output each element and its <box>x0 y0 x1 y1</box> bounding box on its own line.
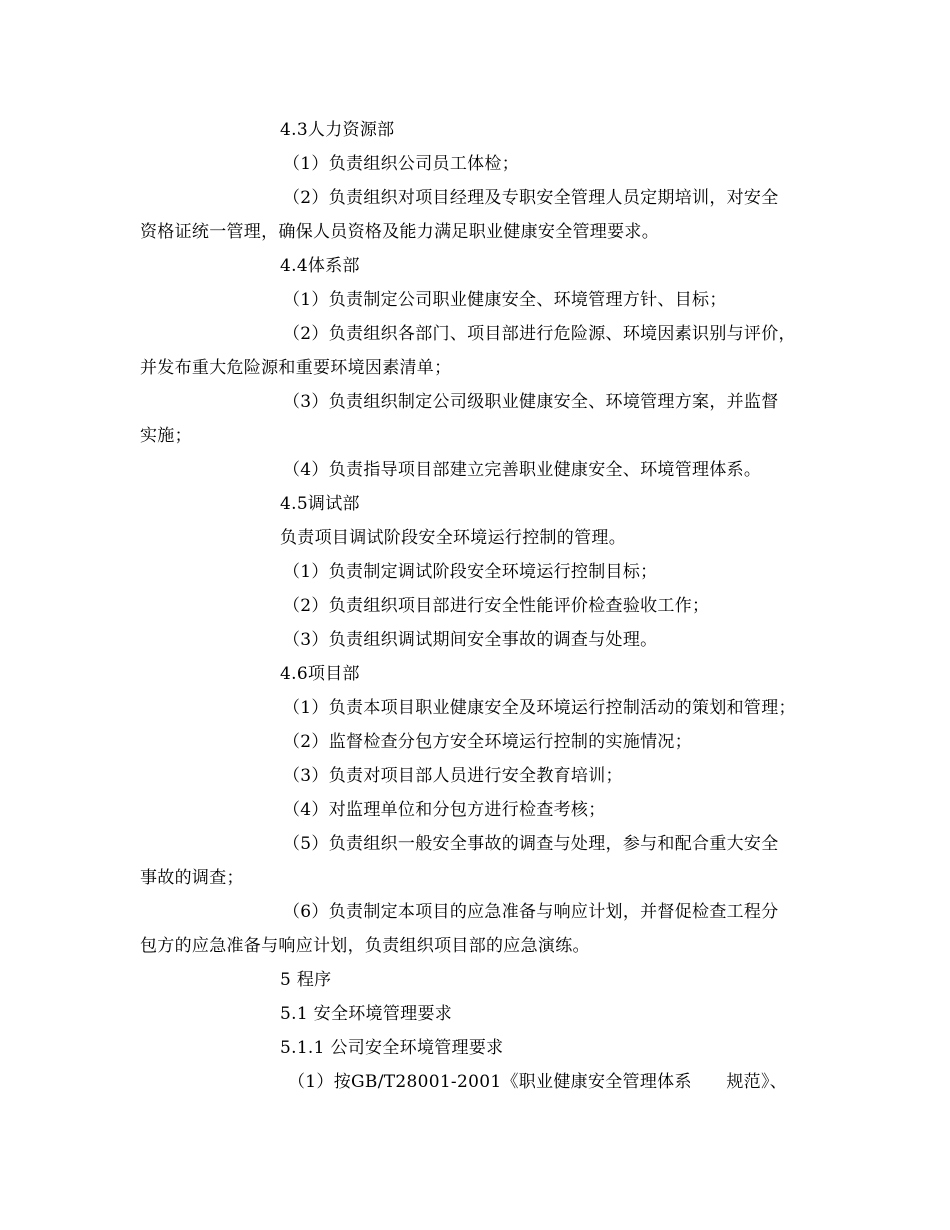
paragraph-line: 包方的应急准备与响应计划，负责组织项目部的应急演练。 <box>140 936 590 956</box>
paragraph-line: （4）负责指导项目部建立完善职业健康安全、环境管理体系。 <box>283 460 762 480</box>
paragraph-line: （5）负责组织一般安全事故的调查与处理，参与和配合重大安全 <box>283 834 779 854</box>
section-heading-5-1-1: 5.1.1 公司安全环境管理要求 <box>280 1038 504 1058</box>
paragraph-line: 实施； <box>140 426 192 446</box>
paragraph-line: （1）负责本项目职业健康安全及环境运行控制活动的策划和管理； <box>283 698 796 718</box>
paragraph-line: （1）负责制定调试阶段安全环境运行控制目标； <box>283 562 658 582</box>
section-heading-4-5: 4.5调试部 <box>280 494 360 514</box>
paragraph-line: 资格证统一管理，确保人员资格及能力满足职业健康安全管理要求。 <box>140 222 659 242</box>
paragraph-line: 并发布重大危险源和重要环境因素清单； <box>140 358 452 378</box>
paragraph-line: （2）监督检查分包方安全环境运行控制的实施情况； <box>283 732 693 752</box>
paragraph-line: 事故的调查； <box>140 868 244 888</box>
paragraph-line: （1）负责制定公司职业健康安全、环境管理方针、目标； <box>283 290 727 310</box>
paragraph-line: （3）负责组织制定公司级职业健康安全、环境管理方案，并监督 <box>283 392 779 412</box>
paragraph-line: （2）负责组织各部门、项目部进行危险源、环境因素识别与评价， <box>283 324 796 344</box>
paragraph-line: （6）负责制定本项目的应急准备与响应计划，并督促检查工程分 <box>283 902 779 922</box>
paragraph-line: （3）负责对项目部人员进行安全教育培训； <box>283 766 623 786</box>
section-heading-5: 5 程序 <box>280 970 332 990</box>
paragraph-line: （1）负责组织公司员工体检； <box>283 154 520 174</box>
section-heading-4-6: 4.6项目部 <box>280 664 360 684</box>
paragraph-line: （3）负责组织调试期间安全事故的调查与处理。 <box>283 630 658 650</box>
paragraph-line: （4）对监理单位和分包方进行检查考核； <box>283 800 606 820</box>
paragraph-line: （1）按GB/T28001-2001《职业健康安全管理体系 规范》、 <box>288 1072 788 1092</box>
paragraph-line: （2）负责组织项目部进行安全性能评价检查验收工作； <box>283 596 710 616</box>
paragraph-line: （2）负责组织对项目经理及专职安全管理人员定期培训，对安全 <box>283 188 779 208</box>
section-heading-5-1: 5.1 安全环境管理要求 <box>280 1004 453 1024</box>
paragraph-line: 负责项目调试阶段安全环境运行控制的管理。 <box>280 528 626 548</box>
section-heading-4-3: 4.3人力资源部 <box>280 120 395 140</box>
section-heading-4-4: 4.4体系部 <box>280 256 360 276</box>
